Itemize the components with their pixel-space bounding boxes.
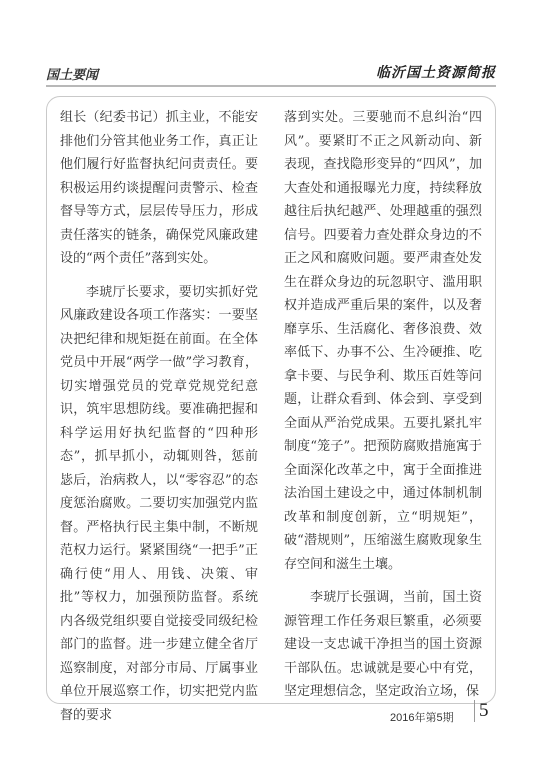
right-paragraph-1: 落到实处。三要驰而不息纠治“四风”。要紧盯不正之风新动向、新表现，查找隐形变异的“四风”，加大查处和通报曝光力度，持续释放越往后执纪越严、处理越重的强烈信号。四要着力查处群众身边的不正之风和腐败问题。要严肃查处发生在群众身边的玩忽职守、滥用职权并造成严重后果的案件，以及奢靡享乐、生活腐化、奢侈浪费、效率低下、办事不公、生冷硬推、吃拿卡要、与民争利、欺压百姓等问题，让群众看到、体会到、享受到全面从严治党成果。五要扎紧扎牢制度“笼子”。把预防腐败措施寓于全面深化改革之中，寓于全面推进法治国土建设之中，通过体制机制改革和制度创新，立“明规矩”，破“潜规则”，压缩滋生腐败现象生存空间和滋生土壤。 <box>284 110 482 572</box>
publication-title: 临沂国土资源简报 <box>376 65 496 81</box>
header-divider <box>46 85 496 87</box>
left-paragraph-2: 李琥厅长要求，要切实抓好党风廉政建设各项工作落实：一要坚决把纪律和规矩挺在前面。在全体党员中开展“两学一做”学习教育，切实增强党员的党章党规党纪意识，筑牢思想防线。要准确把握和科学运用好执纪监督的“四种形态”，抓早抓小，动辄则咎，惩前毖后，治病救人，以“零容忍”的态度惩治腐败。二要切实加强党内监督。严格执行民主集中制，不断规范权力运行。紧紧围绕“一把手”正确行使“用人、用钱、决策、审批”等权力，加强预防监督。系统内各级党组织要自觉接受同级纪检部门的监督。进一步建立健全省厅巡察制度，对部分市局、厅属事业单位开展巡察工作，切实把党内监督的要求 <box>60 284 258 723</box>
right-paragraph-2: 李琥厅长强调，当前，国土资源管理工作任务艰巨繁重，必须要建设一支忠诚干净担当的国土资源干部队伍。忠诚就是要心中有党，坚定理想信念，坚定政治立场，保 <box>284 590 482 699</box>
left-paragraph-1: 组长（纪委书记）抓主业，不能安排他们分管其他业务工作，真正让他们履行好监督执纪问责责任。要积极运用约谈提醒问责警示、检查督导等方式，层层传导压力，形成责任落实的链条，确保党风廉政建设的“两个责任”落到实处。 <box>60 110 258 266</box>
section-title: 国土要闻 <box>46 68 99 83</box>
right-column <box>284 106 482 704</box>
left-column <box>60 106 258 727</box>
issue-label: 2016年第5期 <box>390 712 454 724</box>
page-number: 5 <box>474 700 489 722</box>
